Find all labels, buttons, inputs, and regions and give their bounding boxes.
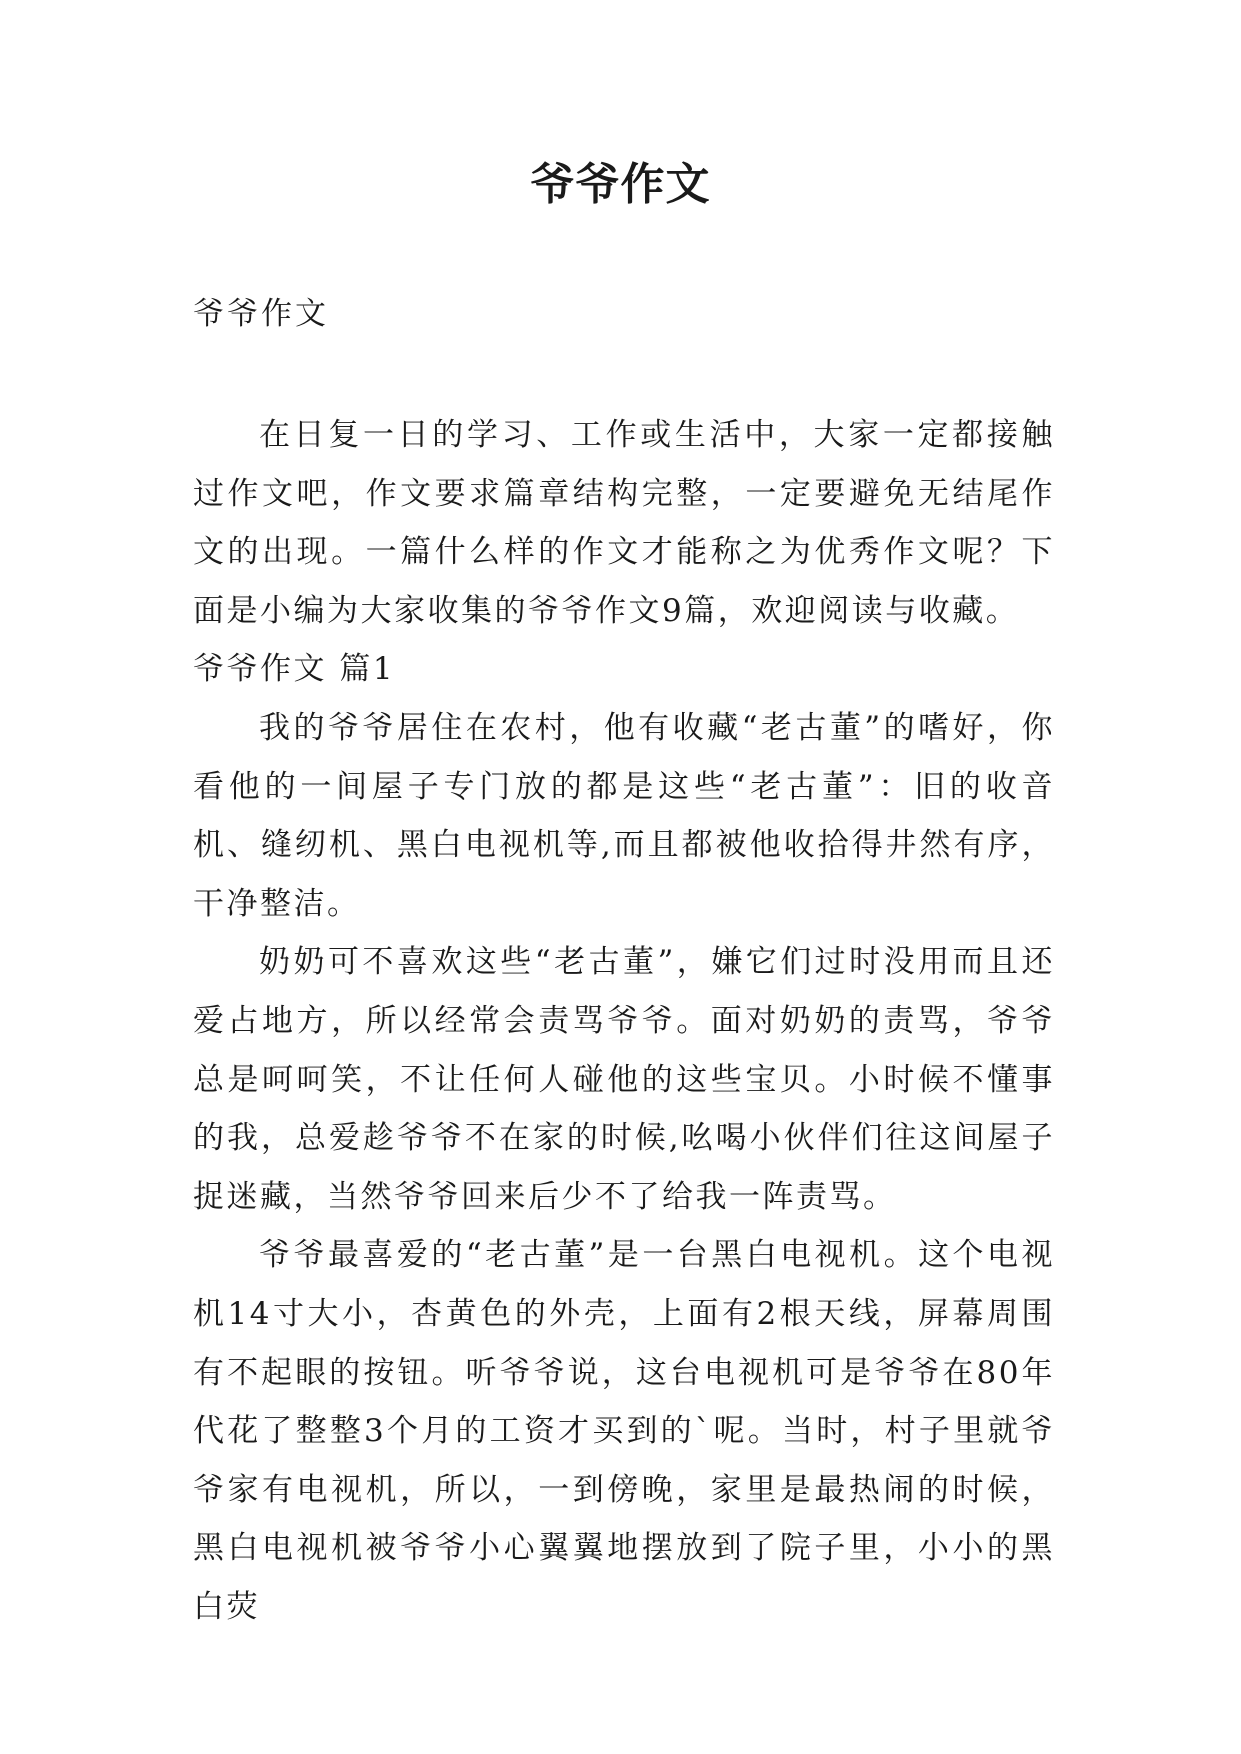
document-title: 爷爷作文 xyxy=(530,159,711,210)
body-paragraph-1: 我的爷爷居住在农村，他有收藏“老古董”的嗜好，你看他的一间屋子专门放的都是这些“老古董”：旧的收音机、缝纫机、黑白电视机等,而且都被他收拾得井然有序，干净整洁。 xyxy=(193,709,1055,922)
document-subtitle: 爷爷作文 xyxy=(193,296,329,332)
document-body xyxy=(193,406,1055,1636)
intro-paragraph: 在日复一日的学习、工作或生活中，大家一定都接触过作文吧，作文要求篇章结构完整，一定要避免无结尾作文的出现。一篇什么样的作文才能称之为优秀作文呢？下面是小编为大家收集的爷爷作文9篇，欢迎阅读与收藏。 xyxy=(193,417,1055,629)
body-paragraph-3: 爷爷最喜爱的“老古董”是一台黑白电视机。这个电视机14寸大小，杏黄色的外壳，上面有2根天线，屏幕周围有不起眼的按钮。听爷爷说，这台电视机可是爷爷在80年代花了整整3个月的工资才买到的`呢。当时，村子里就爷爷家有电视机，所以，一到傍晚，家里是最热闹的时候，黑白电视机被爷爷小心翼翼地摆放到了院子里，小小的黑白荧 xyxy=(193,1237,1055,1625)
body-paragraph-2: 奶奶可不喜欢这些“老古董”，嫌它们过时没用而且还爱占地方，所以经常会责骂爷爷。面对奶奶的责骂，爷爷总是呵呵笑，不让任何人碰他的这些宝贝。小时候不懂事的我，总爱趁爷爷不在家的时候,吆喝小伙伴们往这间屋子捉迷藏，当然爷爷回来后少不了给我一阵责骂。 xyxy=(193,944,1055,1215)
section-heading: 爷爷作文 篇1 xyxy=(193,651,396,688)
